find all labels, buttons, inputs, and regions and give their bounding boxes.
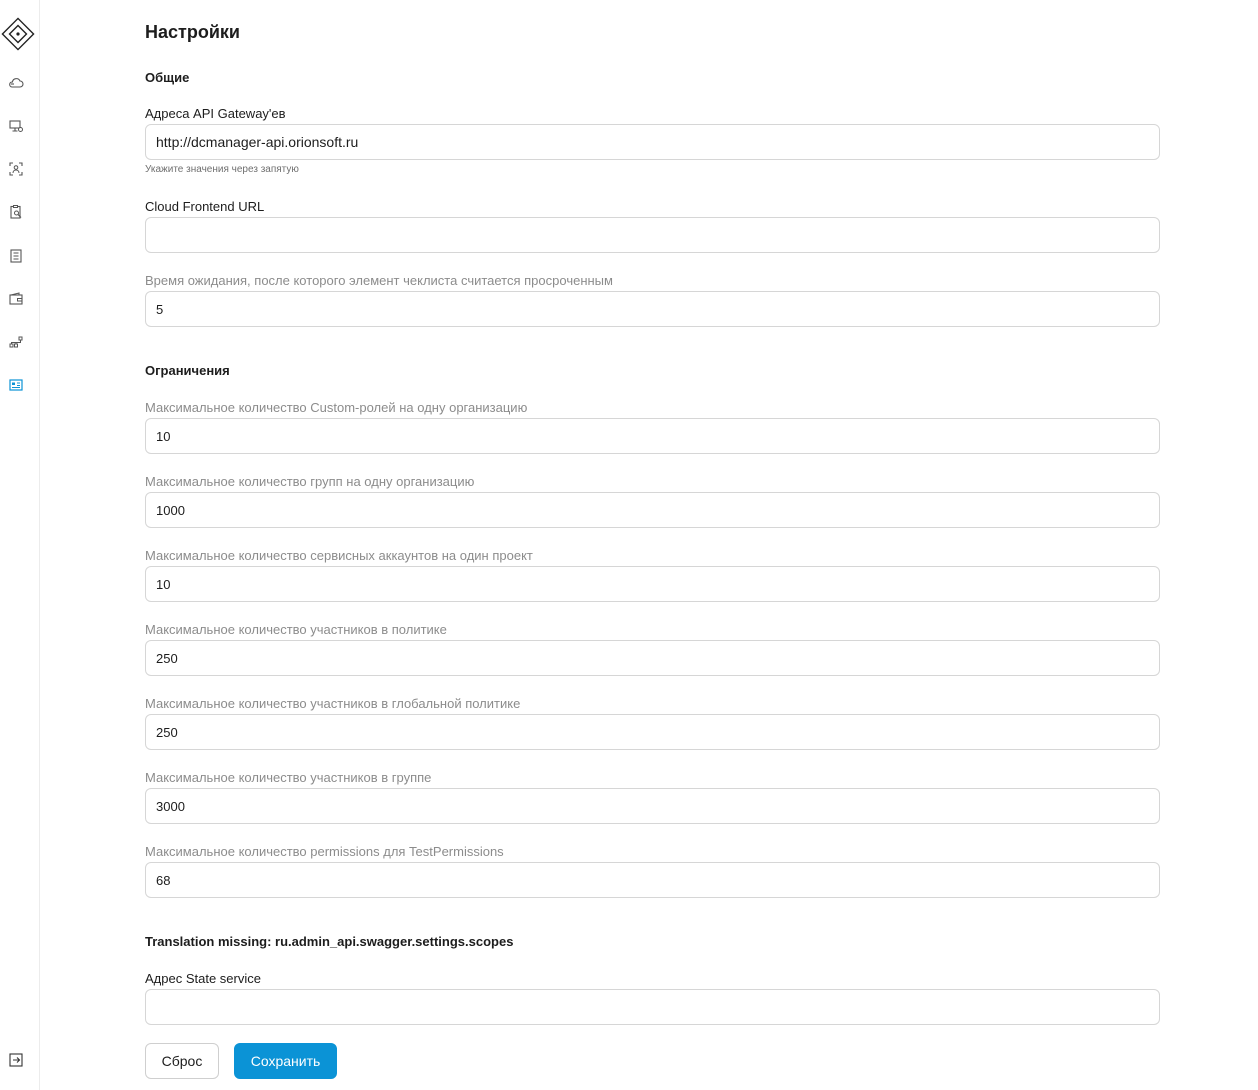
groups-limit-input[interactable] [145,492,1160,528]
scan-user-icon[interactable] [8,161,24,177]
expand-sidebar-icon[interactable] [8,1052,24,1068]
sidebar [0,0,40,1090]
section-limits-title: Ограничения [145,363,230,378]
state-service-label: Адрес State service [145,971,261,986]
policy-members-input[interactable] [145,640,1160,676]
monitor-settings-icon[interactable] [8,118,24,134]
group-members-input[interactable] [145,788,1160,824]
dashboard-icon[interactable] [8,377,24,393]
hierarchy-icon[interactable] [8,335,24,351]
group-members-label: Максимальное количество участников в группе [145,770,432,785]
wallet-icon[interactable] [8,291,24,307]
global-policy-members-label: Максимальное количество участников в глобальной политике [145,696,521,711]
custom-roles-input[interactable] [145,418,1160,454]
reset-button[interactable]: Сброс [145,1043,219,1079]
checklist-timeout-label: Время ожидания, после которого элемент чеклиста считается просроченным [145,273,613,288]
api-gateways-hint: Укажите значения через запятую [145,164,299,175]
document-list-icon[interactable] [8,248,24,264]
clipboard-search-icon[interactable] [8,204,24,220]
groups-limit-label: Максимальное количество групп на одну организацию [145,474,475,489]
global-policy-members-input[interactable] [145,714,1160,750]
service-accounts-label: Максимальное количество сервисных аккаунтов на один проект [145,548,533,563]
custom-roles-label: Максимальное количество Custom-ролей на одну организацию [145,400,528,415]
state-service-input[interactable] [145,989,1160,1025]
policy-members-label: Максимальное количество участников в политике [145,622,447,637]
logo-icon[interactable] [1,17,35,51]
cloud-icon[interactable] [8,75,24,91]
checklist-timeout-input[interactable] [145,291,1160,327]
section-scopes-title: Translation missing: ru.admin_api.swagger.settings.scopes [145,934,514,949]
save-button[interactable]: Сохранить [234,1043,337,1079]
test-permissions-label: Максимальное количество permissions для TestPermissions [145,844,504,859]
section-general-title: Общие [145,70,190,85]
service-accounts-input[interactable] [145,566,1160,602]
cloud-frontend-url-input[interactable] [145,217,1160,253]
api-gateways-label: Адреса API Gateway'ев [145,106,286,121]
test-permissions-input[interactable] [145,862,1160,898]
cloud-frontend-url-label: Cloud Frontend URL [145,199,265,214]
api-gateways-input[interactable] [145,124,1160,160]
page-title: Настройки [145,22,240,42]
